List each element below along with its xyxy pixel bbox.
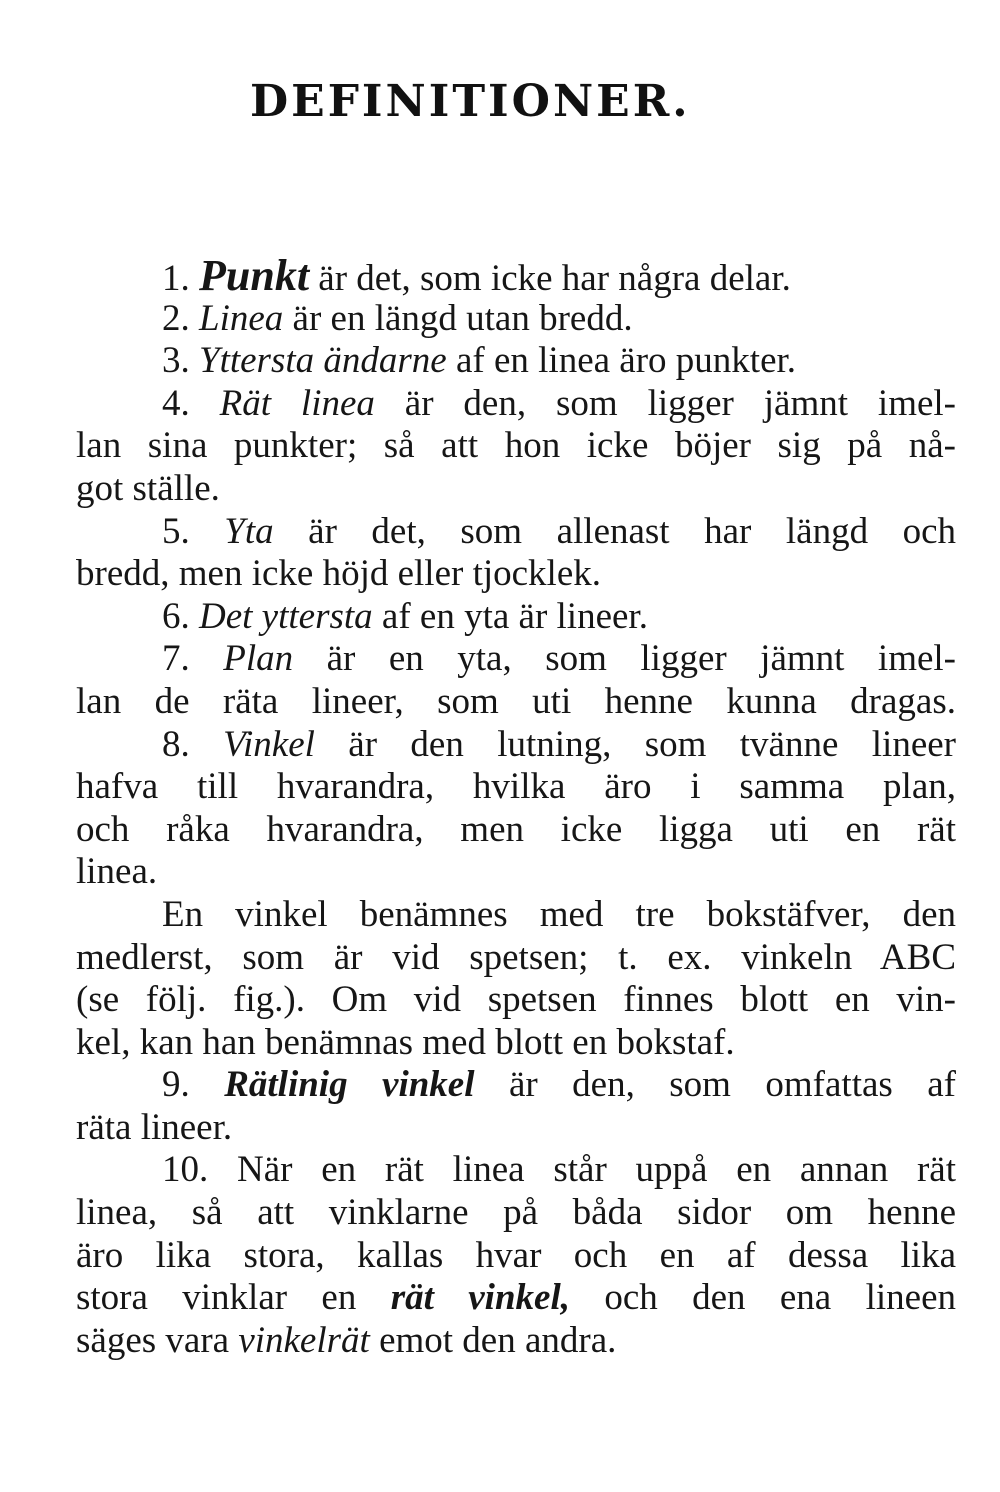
definition-text: är den, som ligger jämnt imel- [374, 382, 956, 424]
text-line: linea. [76, 851, 158, 893]
text-line [76, 251, 956, 300]
text-line: got ställe. [76, 467, 220, 509]
defined-term: Yta [224, 510, 274, 552]
defined-term: Det yttersta [199, 595, 373, 637]
definition-number: 1. [162, 258, 199, 299]
defined-term: Punkt [199, 251, 310, 300]
definition-number: 5. [162, 510, 225, 552]
text-line: kel, kan han benämnas med blott en bokstaf. [76, 1021, 735, 1063]
text-line [76, 724, 956, 767]
text-line [76, 596, 956, 639]
text-line: hafva till hvarandra, hvilka äro i samma plan, [76, 766, 956, 808]
text-line [76, 383, 956, 426]
text-line: och råka hvarandra, men icke ligga uti en rät [76, 808, 956, 850]
definition-text: är den lutning, som tvänne lineer [314, 723, 956, 765]
defined-term: rät vinkel, [390, 1277, 570, 1319]
defined-term: vinkelrät [238, 1319, 370, 1361]
text-line: lan de räta lineer, som uti henne kunna dragas. [76, 680, 956, 722]
text-line [76, 340, 956, 383]
definition-text: är det, som icke har några delar. [309, 258, 791, 299]
definition-number: 7. [162, 638, 224, 680]
page-heading: DEFINITIONER. [250, 76, 691, 127]
defined-term: Linea [199, 297, 284, 339]
definition-number: 4. [162, 382, 220, 424]
definition-text: är en yta, som ligger jämnt imel- [293, 638, 957, 680]
text-line [76, 511, 956, 554]
definition-number: 8. [162, 723, 224, 765]
text-segment: och den ena lineen [569, 1277, 956, 1319]
text-line: räta lineer. [76, 1106, 233, 1148]
text-line [76, 298, 956, 341]
text-segment: säges vara [76, 1319, 239, 1361]
text-line: (se följ. fig.). Om vid spetsen finnes blott en vin- [76, 979, 956, 1021]
definition-number: 9. [162, 1064, 225, 1106]
definition-text: är det, som allenast har längd och [273, 510, 957, 552]
defined-term: Plan [223, 638, 294, 680]
text-line: lan sina punkter; så att hon icke böjer sig på nå- [76, 425, 956, 467]
text-line: medlerst, som är vid spetsen; t. ex. vinkeln ABC [76, 936, 956, 978]
defined-term: Rät linea [219, 382, 375, 424]
defined-term: Rätlinig vinkel [224, 1064, 475, 1106]
text-line: 10. När en rät linea står uppå en annan rät [162, 1149, 956, 1191]
definition-text: af en yta är lineer. [372, 595, 648, 637]
defined-term: Yttersta ändarne [199, 340, 447, 382]
text-line [76, 1064, 956, 1107]
definition-text: af en linea äro punkter. [446, 340, 797, 382]
text-segment: emot den andra. [369, 1319, 617, 1361]
definition-number: 6. [162, 595, 199, 637]
text-segment: stora vinklar en [76, 1277, 391, 1319]
definitions-text [76, 251, 957, 1362]
definition-text: är en längd utan bredd. [283, 297, 633, 339]
text-line: bredd, men icke höjd eller tjocklek. [76, 553, 602, 595]
text-line [76, 1277, 956, 1320]
text-line: äro lika stora, kallas hvar och en af dessa lika [76, 1234, 956, 1276]
text-line: linea, så att vinklarne på båda sidor om henne [76, 1192, 956, 1234]
text-line: En vinkel benämnes med tre bokstäfver, den [162, 893, 956, 935]
text-line [76, 638, 956, 681]
text-line [76, 1320, 956, 1363]
definition-number: 3. [162, 340, 199, 382]
defined-term: Vinkel [223, 723, 315, 765]
definition-text: är den, som omfattas af [474, 1064, 957, 1106]
definition-number: 2. [162, 297, 199, 339]
